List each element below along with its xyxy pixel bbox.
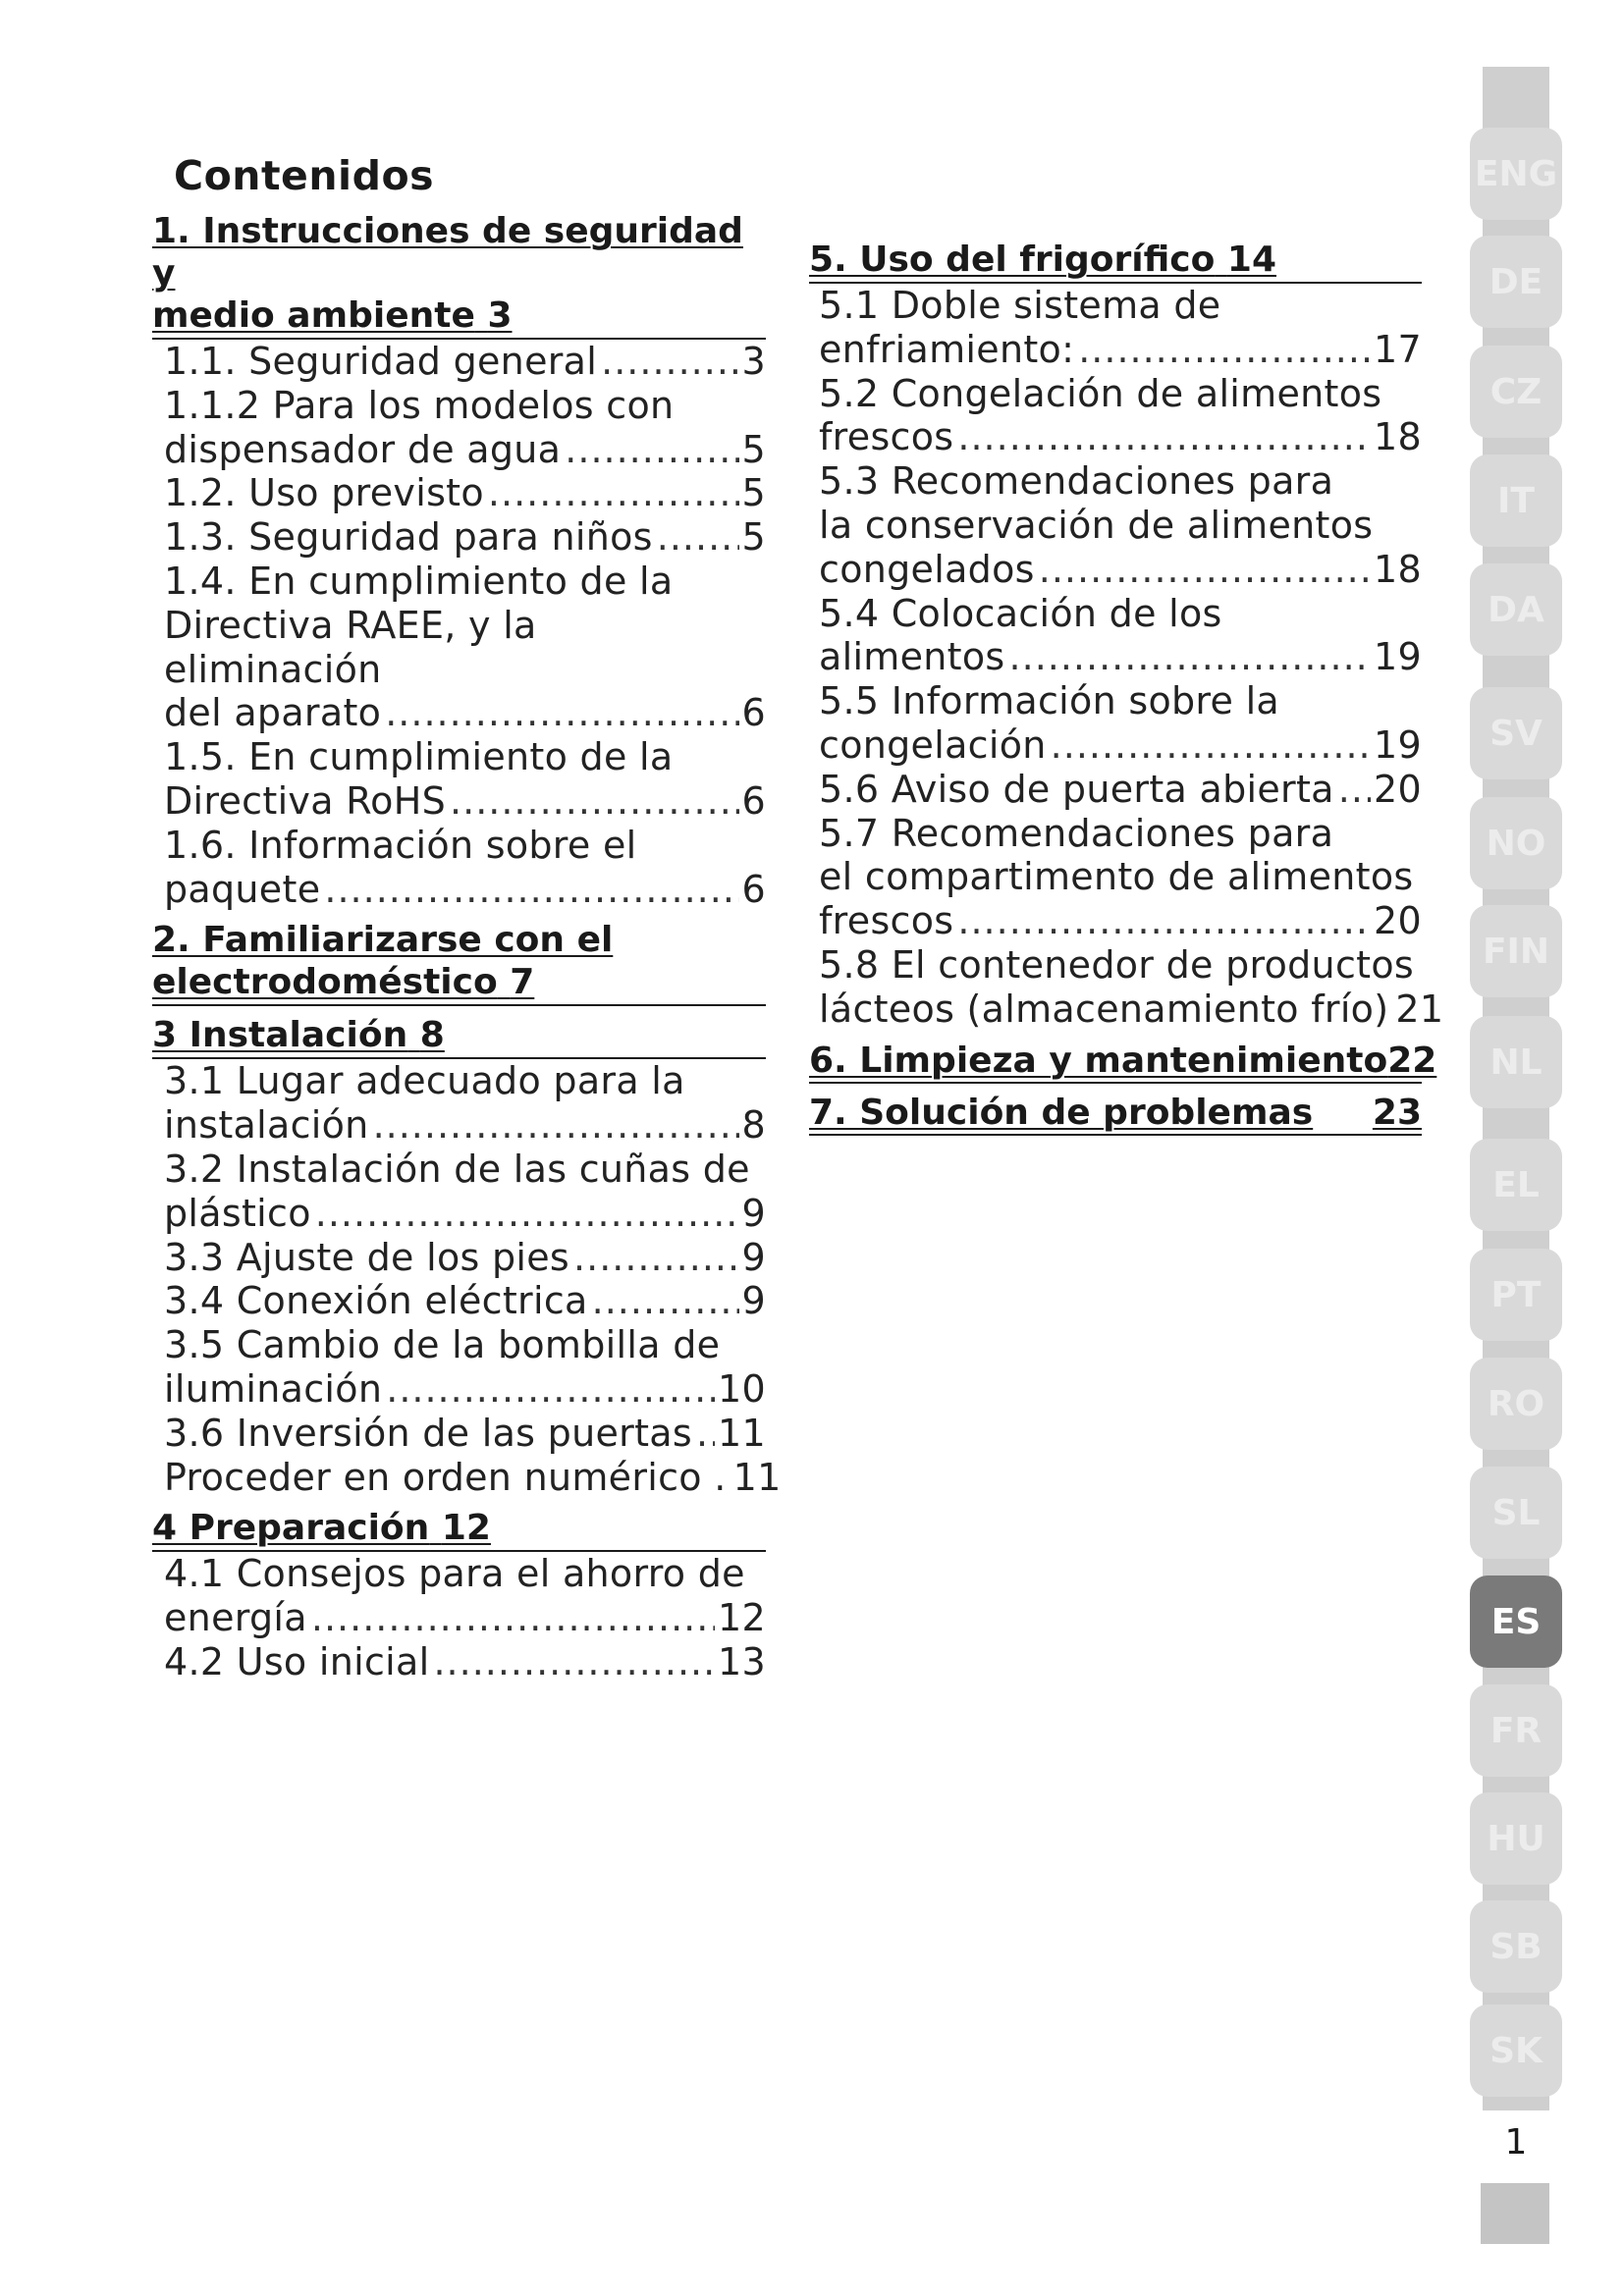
toc-right-column	[809, 239, 1444, 1136]
toc-section-1-entries	[152, 340, 766, 911]
toc-section-4-page: 12	[441, 1508, 491, 1549]
toc-section-7-page: 23	[1372, 1092, 1422, 1133]
tab-eng[interactable]: ENG	[1470, 128, 1562, 220]
toc-section-3-entries	[152, 1059, 782, 1499]
tab-cz[interactable]: CZ	[1470, 346, 1562, 438]
toc-entry[interactable]: 1.4. En cumplimiento de la Directiva RAEE, y la eliminación del aparato ..... 6	[164, 560, 766, 735]
toc-entry[interactable]: 1.5. En cumplimiento de la Directiva RoHS ..... 6	[164, 735, 766, 824]
toc-entry[interactable]: 3.3 Ajuste de los pies ..... 9	[164, 1236, 766, 1280]
toc-entry[interactable]: 3.6 Inversión de las puertas ..... 11	[164, 1412, 766, 1456]
tab-es[interactable]: ES	[1470, 1575, 1562, 1668]
toc-entry[interactable]: 3.4 Conexión eléctrica ..... 9	[164, 1279, 766, 1323]
toc-section-1[interactable]	[152, 210, 766, 340]
tab-sb[interactable]: SB	[1470, 1900, 1562, 1993]
toc-entry[interactable]: 3.2 Instalación de las cuñas de plástico ..... 9	[164, 1148, 766, 1236]
toc-entry[interactable]: 5.3 Recomendaciones para la conservación de alimentos congelados ..... 18	[819, 459, 1422, 591]
tab-ro[interactable]: RO	[1470, 1358, 1562, 1450]
toc-section-6-page: 22	[1387, 1040, 1437, 1081]
toc-entry[interactable]: 4.1 Consejos para el ahorro de energía ..... 12	[164, 1552, 766, 1640]
tab-sv[interactable]: SV	[1470, 687, 1562, 779]
toc-entry[interactable]: 1.2. Uso previsto ..... 5	[164, 471, 766, 515]
toc-section-5-entries	[809, 284, 1444, 1032]
toc-section-5-page: 14	[1226, 240, 1277, 280]
toc-section-1-line1: 1. Instrucciones de seguridad y	[152, 211, 743, 294]
toc-entry[interactable]: 5.1 Doble sistema de enfriamiento: ..... 17	[819, 284, 1422, 372]
toc-section-2[interactable]: 2. Familiarizarse con el electrodoméstico 7	[152, 919, 766, 1006]
toc-section-3[interactable]: 3 Instalación 8	[152, 1014, 766, 1059]
toc-entry[interactable]: Proceder en orden numérico . 11	[164, 1455, 782, 1499]
tab-de[interactable]: DE	[1470, 236, 1562, 328]
toc-entry[interactable]: 5.4 Colocación de los alimentos ..... 19	[819, 592, 1422, 680]
toc-section-3-page: 8	[419, 1015, 445, 1056]
toc-entry[interactable]: 1.1.2 Para los modelos con dispensador de agua ..... 5	[164, 384, 766, 472]
toc-section-1-line2: medio ambiente 3	[152, 295, 513, 336]
toc-section-5[interactable]: 5. Uso del frigorífico 14	[809, 239, 1422, 284]
tab-el[interactable]: EL	[1470, 1139, 1562, 1231]
toc-section-4[interactable]: 4 Preparación 12	[152, 1507, 766, 1552]
tab-da[interactable]: DA	[1470, 563, 1562, 656]
tab-it[interactable]: IT	[1470, 454, 1562, 547]
tab-fin[interactable]: FIN	[1470, 905, 1562, 997]
toc-section-1-page: 3	[487, 295, 513, 336]
footer-marker	[1481, 2183, 1549, 2244]
tab-sl[interactable]: SL	[1470, 1467, 1562, 1559]
toc-entry[interactable]: 5.7 Recomendaciones para el compartimento de alimentos frescos ..... 20	[819, 812, 1422, 943]
tab-sk[interactable]: SK	[1470, 2004, 1562, 2097]
toc-entry[interactable]: 1.3. Seguridad para niños ..... 5	[164, 515, 766, 560]
tab-no[interactable]: NO	[1470, 797, 1562, 889]
toc-section-4-entries	[152, 1552, 766, 1683]
toc-entry[interactable]: 5.2 Congelación de alimentos frescos ..... 18	[819, 372, 1422, 460]
toc-entry[interactable]: 4.2 Uso inicial ..... 13	[164, 1640, 766, 1684]
toc-entry[interactable]: 3.5 Cambio de la bombilla de iluminación ..... 10	[164, 1323, 766, 1412]
page-title: Contenidos	[174, 152, 435, 199]
tab-nl[interactable]: NL	[1470, 1016, 1562, 1108]
toc-section-2-page: 7	[510, 962, 535, 1003]
toc-section-7[interactable]: 7. Solución de problemas 23	[809, 1092, 1422, 1136]
toc-entry[interactable]: 3.1 Lugar adecuado para la instalación ..... 8	[164, 1059, 766, 1148]
toc-entry[interactable]: 1.6. Información sobre el paquete ..... 6	[164, 824, 766, 912]
tab-hu[interactable]: HU	[1470, 1792, 1562, 1885]
toc-left-column	[152, 210, 782, 1684]
toc-entry[interactable]: 5.8 El contenedor de productos lácteos (almacenamiento frío) 21	[819, 942, 1444, 1031]
toc-entry[interactable]: 5.5 Información sobre la congelación ..... 19	[819, 679, 1422, 768]
tab-fr[interactable]: FR	[1470, 1684, 1562, 1777]
tab-pt[interactable]: PT	[1470, 1249, 1562, 1341]
page-number: 1	[1504, 2122, 1528, 2163]
toc-section-6[interactable]: 6. Limpieza y mantenimiento 22	[809, 1040, 1422, 1084]
toc-entry[interactable]: 5.6 Aviso de puerta abierta ..... 20	[819, 768, 1422, 812]
toc-entry[interactable]: 1.1. Seguridad general ..... 3	[164, 340, 766, 384]
